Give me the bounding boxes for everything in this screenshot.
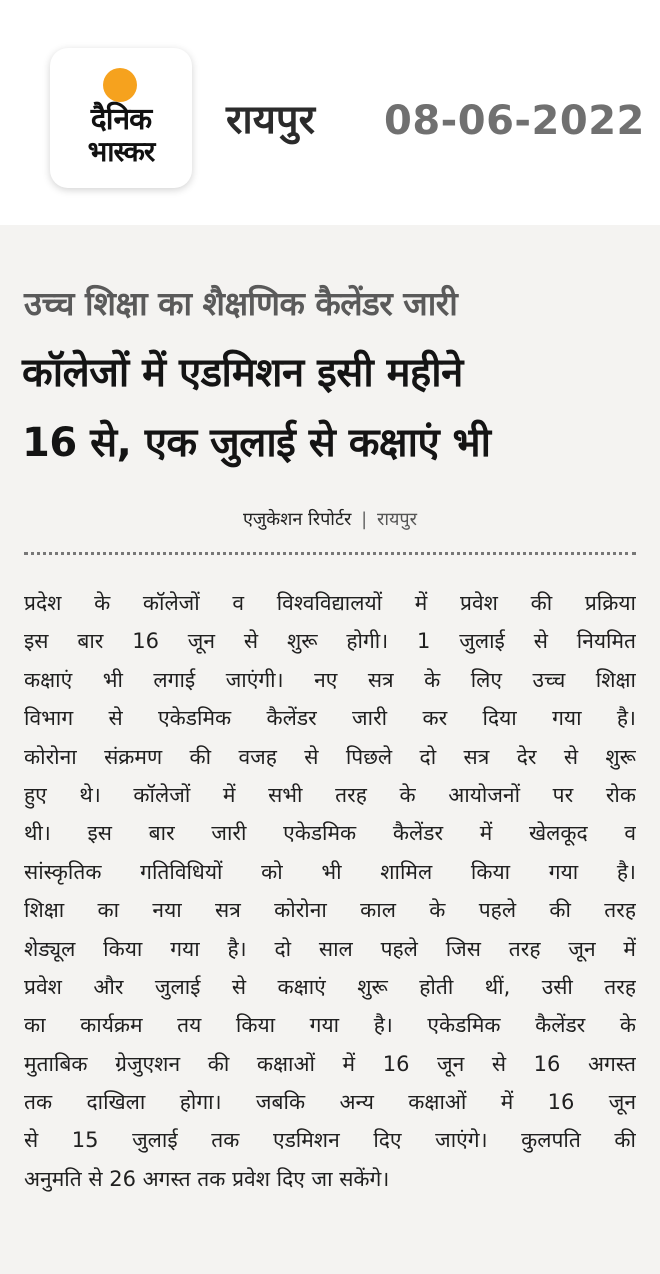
body-line: कक्षाएं भी लगाई जाएंगी। नए सत्र के लिए उच्च शिक्षा — [24, 667, 636, 692]
byline-author: एजुकेशन रिपोर्टर — [242, 509, 352, 530]
body-line: थी। इस बार जारी एकेडमिक कैलेंडर में खेलकूद व — [24, 821, 636, 846]
body-line: विभाग से एकेडमिक कैलेंडर जारी कर दिया गया है। — [24, 706, 636, 731]
body-line: प्रवेश और जुलाई से कक्षाएं शुरू होती थीं, उसी तरह — [24, 974, 636, 999]
edition-city: रायपुर — [226, 97, 315, 143]
byline-place: रायपुर — [376, 509, 418, 530]
body-line: अनुमति से 26 अगस्त तक प्रवेश दिए जा सकेंगे। — [24, 1166, 390, 1191]
headline-line: कॉलेजों में एडमिशन इसी महीने — [22, 350, 463, 396]
article-body — [24, 584, 636, 1198]
body-line: सांस्कृतिक गतिविधियों को भी शामिल किया गया है। — [24, 859, 636, 884]
body-line: मुताबिक ग्रेजुएशन की कक्षाओं में 16 जून से 16 अगस्त — [24, 1051, 636, 1076]
body-line: का कार्यक्रम तय किया गया है। एकेडमिक कैलेंडर के — [24, 1013, 636, 1038]
dotted-divider — [24, 552, 636, 555]
byline-separator: | — [361, 509, 368, 530]
headline-line: 16 से, एक जुलाई से कक्षाएं भी — [22, 420, 491, 466]
logo-word-dainik: दैनिक — [90, 102, 152, 137]
body-line: कोरोना संक्रमण की वजह से पिछले दो सत्र देर से शुरू — [24, 744, 636, 769]
logo-word-bhaskar: भास्कर — [87, 135, 155, 168]
article-headline — [22, 338, 642, 478]
edition-date: 08-06-2022 — [384, 98, 645, 144]
body-line: हुए थे। कॉलेजों में सभी तरह के आयोजनों पर रोक — [24, 782, 636, 807]
sun-logo-icon — [103, 68, 137, 102]
body-line: इस बार 16 जून से शुरू होगी। 1 जुलाई से नियमित — [24, 629, 636, 654]
dainik-bhaskar-logo[interactable] — [50, 48, 192, 188]
body-line: से 15 जुलाई तक एडमिशन दिए जाएंगे। कुलपति की — [24, 1128, 636, 1153]
body-line: शेड्यूल किया गया है। दो साल पहले जिस तरह जून में — [24, 936, 636, 961]
body-line: शिक्षा का नया सत्र कोरोना काल के पहले की तरह — [24, 898, 636, 923]
page-header — [0, 0, 660, 225]
article-kicker: उच्च शिक्षा का शैक्षणिक कैलेंडर जारी — [24, 284, 458, 323]
article-byline — [0, 500, 660, 540]
body-line: तक दाखिला होगा। जबकि अन्य कक्षाओं में 16 जून — [24, 1090, 636, 1115]
body-line: प्रदेश के कॉलेजों व विश्वविद्यालयों में प्रवेश की प्रक्रिया — [24, 591, 636, 615]
